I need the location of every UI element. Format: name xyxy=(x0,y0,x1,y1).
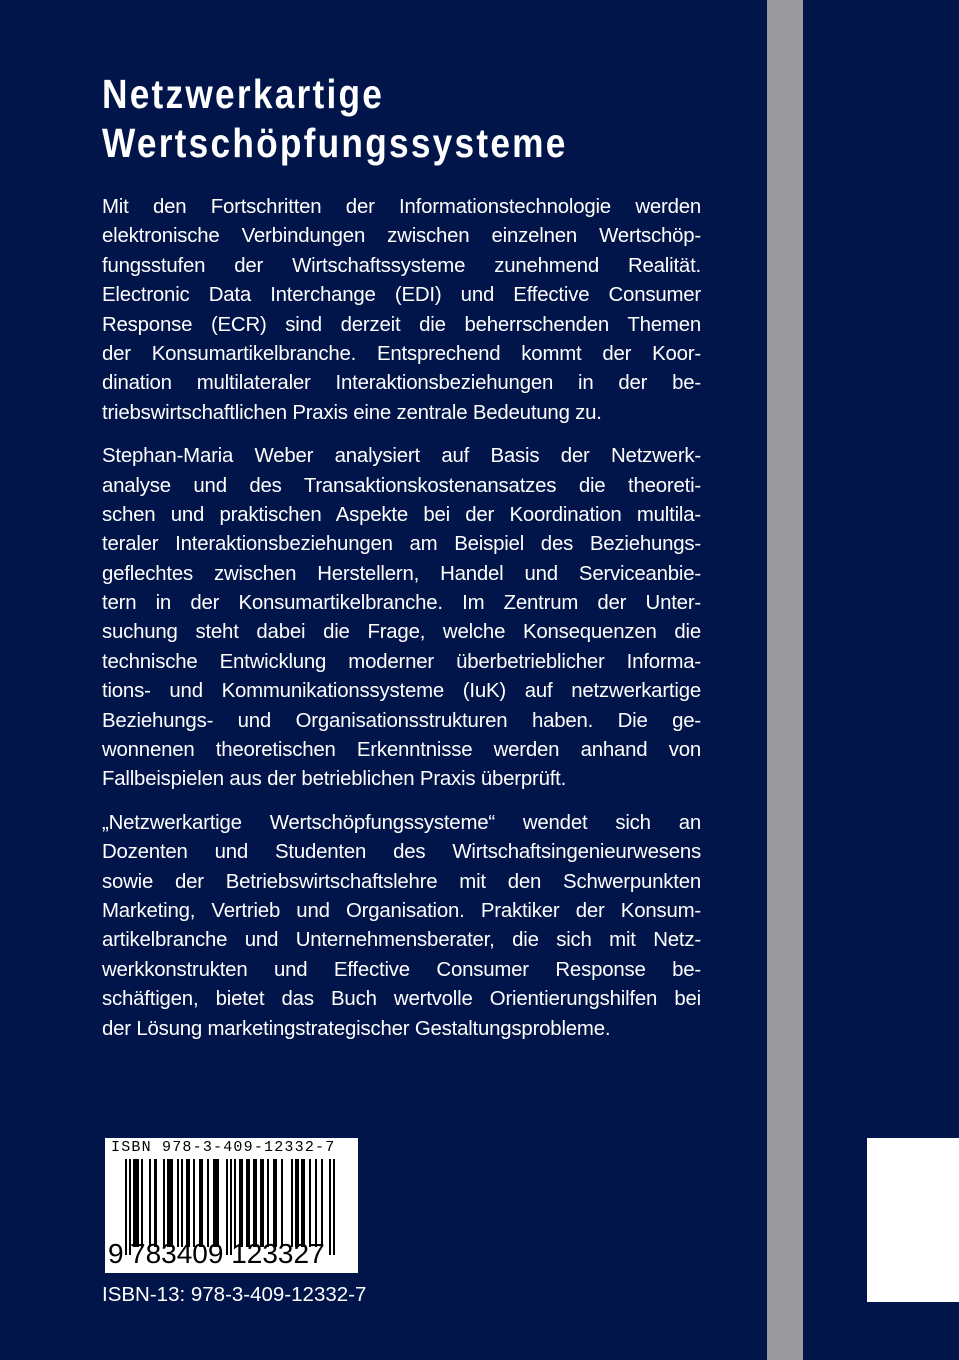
text-line: Fallbeispielen aus der betrieblichen Praxis überprüft. xyxy=(102,768,567,791)
text-line: schen und praktischen Aspekte bei der Koordination multila- xyxy=(102,503,701,526)
book-title xyxy=(102,70,568,168)
text-line: wonnenen theoretischen Erkenntnisse werden anhand von xyxy=(102,739,701,762)
barcode-digits xyxy=(108,1238,325,1270)
text-line: „Netzwerkartige Wertschöpfungssysteme“ wendet sich an xyxy=(102,811,701,834)
text-line: Electronic Data Interchange (EDI) und Effective Consumer xyxy=(102,284,701,307)
text-line: fungsstufen der Wirtschaftssysteme zunehmend Realität. xyxy=(102,254,701,277)
text-line: dination multilateraler Interaktionsbeziehungen in der be- xyxy=(102,372,701,395)
text-line: der Konsumartikelbranche. Entsprechend kommt der Koor- xyxy=(102,342,701,365)
barcode-lead-digit: 9 xyxy=(108,1238,124,1269)
text-line: analyse und des Transaktionskostenansatzes die theoreti- xyxy=(102,474,701,497)
text-line: Beziehungs- und Organisationsstrukturen haben. Die ge- xyxy=(102,709,701,732)
text-line: geflechtes zwischen Herstellern, Handel und Serviceanbie- xyxy=(102,562,701,585)
text-line: schäftigen, bietet das Buch wertvolle Orientierungshilfen bei xyxy=(102,988,701,1011)
paragraph-1 xyxy=(102,193,701,428)
text-line: suchung steht dabei die Frage, welche Konsequenzen die xyxy=(102,621,701,644)
blurb xyxy=(102,193,701,1058)
spine-stripe xyxy=(767,0,803,1360)
text-line: triebswirtschaftlichen Praxis eine zentrale Bedeutung zu. xyxy=(102,401,602,424)
text-line: Marketing, Vertrieb und Organisation. Praktiker der Konsum- xyxy=(102,899,701,922)
paragraph-3 xyxy=(102,809,701,1044)
text-line: elektronische Verbindungen zwischen einzelnen Wertschöp- xyxy=(102,225,701,248)
text-line: tions- und Kommunikationssysteme (IuK) auf netzwerkartige xyxy=(102,680,701,703)
text-line: der Lösung marketingstrategischer Gestaltungsprobleme. xyxy=(102,1017,611,1040)
text-line: Response (ECR) sind derzeit die beherrschenden Themen xyxy=(102,313,701,336)
text-line: Mit den Fortschritten der Informationstechnologie werden xyxy=(102,196,701,218)
isbn-barcode xyxy=(105,1138,358,1273)
text-line: tern in der Konsumartikelbranche. Im Zentrum der Unter- xyxy=(102,592,701,615)
barcode-isbn-label: ISBN 978-3-409-12332-7 xyxy=(111,1139,336,1156)
isbn-13-label: ISBN-13: 978-3-409-12332-7 xyxy=(102,1283,367,1306)
title-line-1: Netzwerkartige xyxy=(102,71,385,117)
text-line: Stephan-Maria Weber analysiert auf Basis der Netzwerk- xyxy=(102,445,701,468)
text-line: Dozenten und Studenten des Wirtschaftsingenieurwesens xyxy=(102,841,701,864)
title-line-2: Wertschöpfungssysteme xyxy=(102,120,568,166)
text-line: sowie der Betriebswirtschaftslehre mit den Schwerpunkten xyxy=(102,870,701,893)
text-line: artikelbranche und Unternehmensberater, die sich mit Netz- xyxy=(102,929,701,952)
barcode-number: 783409 123327 xyxy=(130,1238,325,1269)
paragraph-2 xyxy=(102,442,701,795)
text-line: technische Entwicklung moderner überbetrieblicher Informa- xyxy=(102,650,701,673)
text-line: werkkonstrukten und Effective Consumer Response be- xyxy=(102,958,701,981)
price-label-box xyxy=(867,1138,959,1302)
text-line: teraler Interaktionsbeziehungen am Beispiel des Beziehungs- xyxy=(102,533,701,556)
